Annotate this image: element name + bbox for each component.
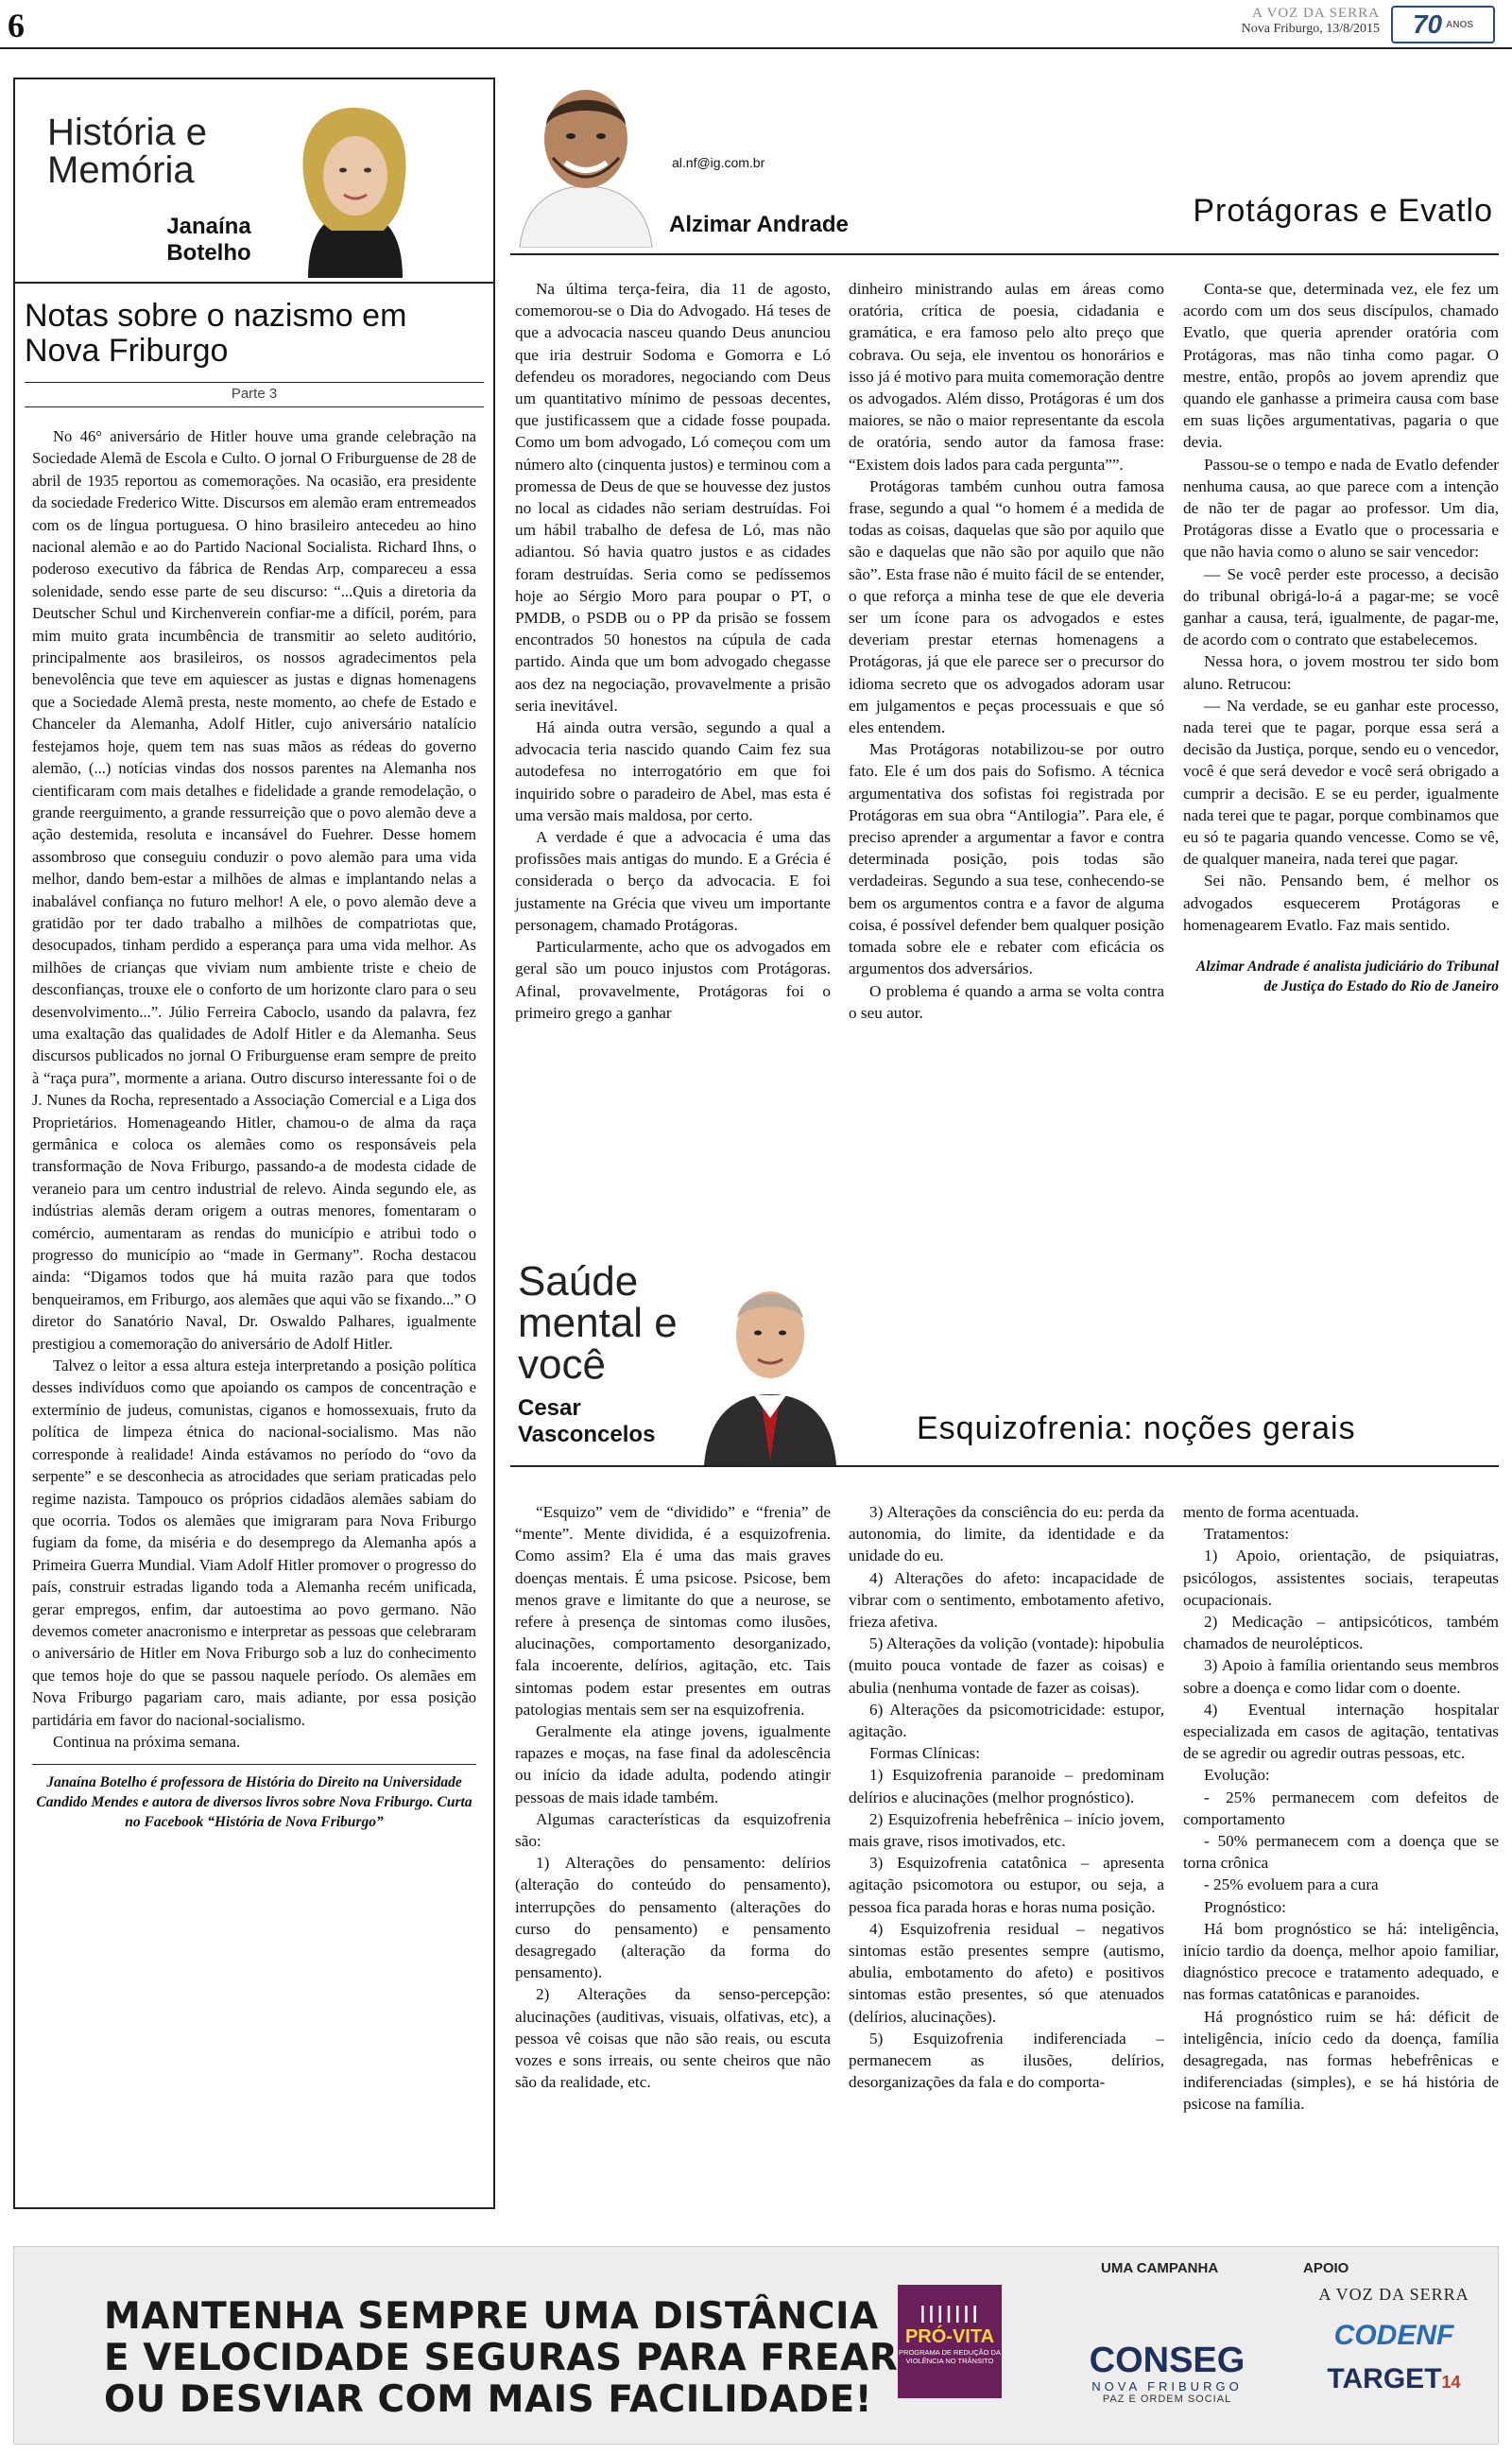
page-number: 6	[8, 7, 25, 44]
paragraph: 3) Alterações da consciência do eu: perda da autonomia, do limite, da identidade e da unidade do eu.	[849, 1503, 1164, 1565]
paragraph: Há prognóstico ruim se há: déficit de inteligência, início cedo da doença, família desagregada, nas formas hebefrênicas e indiferenciadas (simples), e se há história de psicose na família.	[1183, 2007, 1499, 2114]
paragraph: Conta-se que, determinada vez, ele fez um acordo com um dos seus discípulos, chamado Evatlo, que queria aprender oratória com Protágoras, mas não tinha como pagar. O mestre, então, propôs ao jovem aprendiz que quando ele ganhasse a primeira causa com base em suas lições argumentativas, pagaria o que devia.	[1183, 280, 1499, 452]
paragraph: Nessa hora, o jovem mostrou ter sido bom aluno. Retrucou:	[1183, 652, 1499, 693]
paragraph: Na última terça-feira, dia 11 de agosto, comemorou-se o Dia do Advogado. Há teses de que a advocacia nasceu quando Deus anunciou que iria destruir Sodoma e Gomorra e Ló defendeu os moradores, negociando com Deus um quantitativo mínimo de pessoas decentes, que justificassem que a cidade fosse poupada. Como um bom advogado, Ló começou com um número alto (cinquenta justos) e terminou com a promessa de Deus de que se houvesse dez justos no local as cidades não seriam destruídas. Foi um hábil trabalho de defesa de Ló, mas não adiantou. Só havia quatro justos e as cidades foram destruídas. Seria como se pedíssemos hoje ao Sérgio Moro para poupar o PT, o PMDB, o PSDB ou o PP da prisão se fossem encontrados 50 honestos na cúpula de cada partido. Ainda que um bom advogado chegasse aos dez na negociação, provavelmente a prisão seria inevitável.	[515, 280, 831, 715]
article-column-1	[515, 278, 831, 1024]
support-label: APOIO	[1303, 2260, 1349, 2276]
provita-logo	[898, 2285, 1002, 2398]
paragraph: 1) Apoio, orientação, de psiquiatras, psicólogos, assistentes sociais, terapeutas ocupacionais.	[1183, 1547, 1499, 1609]
divider	[25, 406, 484, 407]
banner-message	[104, 2296, 898, 2421]
sponsor-target	[1290, 2363, 1498, 2395]
divider	[510, 253, 1499, 255]
section-title: Saúde mental e você	[518, 1258, 678, 1388]
paragraph: 4) Esquizofrenia residual – negativos sintomas estão presentes sempre (autismo, abulia, embotamento do afeto) e positivos sintomas estão presentes, só que atenuados (delírios, alucinações).	[849, 1919, 1164, 2026]
conseg-motto: PAZ E ORDEM SOCIAL	[1102, 2394, 1232, 2405]
paragraph: Prognóstico:	[1204, 1897, 1286, 1916]
banner-line: OU DESVIAR COM MAIS FACILIDADE!	[104, 2378, 873, 2421]
paragraph: Passou-se o tempo e nada de Evatlo defender nenhuma causa, ao que parece com a intenção de não ter de pagar ao professor. Um dia, Protágoras disse a Evatlo que o processaria e que não havia como o aluno se sair vencedor:	[1183, 455, 1499, 562]
headline: Protágoras e Evatlo	[1193, 193, 1493, 229]
historia-box	[13, 78, 495, 2209]
paragraph: Protágoras também cunhou outra famosa frase, segundo a qual “o homem é a medida de todas as coisas, daquelas que são por aquilo que são e daquelas que não são por aquilo que não são”. Esta frase não é muito fácil de se entender, o que reforça a minha tese de que ele deveria ser um ícone para os advogados e estes deveriam prestar eternas homenagens a Protágoras, já que ele parece ser o precursor do idioma secreto que os advogados adoram usar em julgamentos e peças processuais e que só eles entendem.	[849, 476, 1164, 737]
sponsor-target-name: TARGET	[1327, 2363, 1442, 2394]
paragraph: 1) Alterações do pensamento: delírios (alteração do conteúdo do pensamento), interrupções do pensamento (alterações do curso do pensamento) e pensamento desagregado (alteração da forma do pensamento).	[515, 1854, 831, 1982]
paragraph: Há ainda outra versão, segundo a qual a advocacia teria nascido quando Caim fez sua autodefesa no interrogatório em que foi inquirido sobre o paradeiro de Abel, mas esta é uma versão mais maldosa, por certo.	[515, 718, 831, 824]
provita-subtitle: PROGRAMA DE REDUÇÃO DA VIOLÊNCIA NO TRÂNSITO	[899, 2348, 1001, 2365]
divider	[25, 382, 484, 383]
paragraph: 2) Alterações da senso-percepção: alucinações (auditivas, visuais, olfativas, etc), a pessoa vê coisas que não são reais, ou escuta vozes e sons irreais, ou sente cheiros que não são da realidade, etc.	[515, 1985, 831, 2092]
banner-line: E VELOCIDADE SEGURAS PARA FREAR	[104, 2337, 899, 2379]
article-column-1	[515, 1501, 831, 2093]
paragraph: 1) Esquizofrenia paranoide – predominam delírios e alucinações (melhor prognóstico).	[849, 1766, 1164, 1806]
paragraph: 2) Esquizofrenia hebefrênica – início jovem, mais grave, risos imotivados, etc.	[849, 1809, 1164, 1851]
conseg-name: CONSEG	[1089, 2341, 1246, 2380]
page-header	[0, 0, 1512, 49]
paragraph: dinheiro ministrando aulas em áreas como oratória, crítica de poesia, cidadania e gramática, e era famoso pelo alto preço que cobrava. Ou seja, ele inventou os honorários e isso já é motivo para muita comemoração dentre os advogados. Além disso, Protágoras é um dos maiores, se não o maior representante da escola de oratória, sendo autor da famosa frase: “Existem dois lados para cada pergunta””.	[849, 280, 1164, 474]
author-photo	[690, 1257, 850, 1465]
author-bio: Janaína Botelho é professora de História do Direito na Universidade Candido Mendes e autora de diversos livros sobre Nova Friburgo. Curta no Facebook “História de Nova Friburgo”	[36, 1774, 472, 1831]
paragraph: “Esquizo” vem de “dividido” e “frenia” de “mente”. Mente dividida, é a esquizofrenia. Como assim? Ela é uma das mais graves doenças mentais. É uma psicose. Psicose, bem menos grave e limitante do que a neurose, se refere à presença de sintomas como ilusões, alucinações, comportamento desorganizado, fala incoerente, delírios, agitação, etc. Tais sintomas podem estar presentes em outras patologias mentais sem ser na esquizofrenia.	[515, 1503, 831, 1719]
anniversary-logo	[1391, 6, 1495, 43]
author-photo	[510, 68, 662, 248]
paragraph: 4) Alterações do afeto: incapacidade de vibrar com o sentimento, embotamento afetivo, frieza afetiva.	[849, 1568, 1164, 1632]
provita-bars: IIIIIII	[919, 2300, 981, 2328]
paragraph: Algumas características da esquizofrenia são:	[515, 1809, 831, 1851]
ad-banner[interactable]	[13, 2246, 1499, 2445]
paragraph: — Se você perder este processo, a decisão do tribunal obrigá-lo-á a pagar-me; se você ganhar a causa, terá, igualmente, de pagar-me, de acordo com o contrato que estabelecemos.	[1183, 564, 1499, 649]
paragraph: - 25% permanecem com defeitos de comportamento	[1183, 1788, 1499, 1828]
provita-name: PRÓ-VITA	[904, 2326, 995, 2347]
author-email[interactable]: al.nf@ig.com.br	[672, 155, 765, 170]
paragraph: - 50% permanecem com a doença que se torna crônica	[1183, 1832, 1499, 1873]
article-column-3	[1183, 1501, 1499, 2116]
paragraph: 5) Esquizofrenia indiferenciada – permanecem as ilusões, delírios, desorganizações da fala e do comporta-	[849, 2029, 1164, 2092]
headline: Notas sobre o nazismo em Nova Friburgo	[25, 298, 407, 369]
author-name: Cesar Vasconcelos	[518, 1395, 656, 1447]
sponsor-codenf: CODENF	[1333, 2320, 1454, 2351]
paragraph: Geralmente ela atinge jovens, igualmente rapazes e moças, na fase final da adolescência ou início da idade adulta, podendo atingir pessoas de mais idade também.	[515, 1722, 831, 1806]
banner-line: MANTENHA SEMPRE UMA DISTÂNCIA	[104, 2295, 879, 2338]
paragraph: mento de forma acentuada.	[1183, 1503, 1360, 1521]
paragraph: Tratamentos:	[1204, 1525, 1290, 1544]
campaign-label: UMA CAMPANHA	[1101, 2260, 1219, 2276]
author-name: Janaína Botelho	[166, 214, 251, 266]
paragraph: 3) Apoio à família orientando seus membros sobre a doença e como lidar com o doente.	[1183, 1656, 1499, 1697]
author-photo	[270, 89, 440, 278]
paragraph: Talvez o leitor a essa altura esteja interpretando a posição política desses indivíduos como que apoiando os campos de concentração e extermínio de judeus, comunistas, ciganos e homossexuais, fruto da política de limpeza étnica do nacional-socialismo. Mas não corresponde à realidade! Ainda estávamos no período do “ovo da serpente” e se desconhecia as atrocidades que seriam praticadas pelo regime nazista. Tampouco os próprios cidadãos alemães sabiam do que ocorria. Todos os alemães que imigraram para Nova Friburgo fugiam da fome, da miséria e do desemprego da Alemanha após a Primeira Guerra Mundial. Viam Adolf Hitler promover o progresso do país, construir estradas ligando toda a Alemanha recém unificada, gerar empregos, enfim, dar autoestima ao povo germano. Não devemos cometer anacronismo e interpretar as pessoas que celebraram o aniversário de Hitler em Nova Friburgo sob a luz do conhecimento que temos hoje do que se passou naquele período. Os alemães em Nova Friburgo pagariam caro, mais adiante, por essa posição partidária em favor do nacional-socialismo.	[32, 1357, 476, 1729]
paragraph: A verdade é que a advocacia é uma das profissões mais antigas do mundo. E a Grécia é considerada o berço da advocacia. E foi justamente na Grécia que viveu um importante personagem, chamado Protágoras.	[515, 828, 831, 934]
anniversary-number: 70	[1412, 9, 1443, 39]
newspaper-name: A VOZ DA SERRA	[1252, 6, 1380, 21]
paragraph: Há bom prognóstico se há: inteligência, início tardio da doença, melhor apoio familiar, diagnóstico precoce e tratamento adequado, e nas formas catatônicas e paranoides.	[1183, 1919, 1499, 2004]
paragraph: Particularmente, acho que os advogados em geral são um pouco injustos com Protágoras. Afinal, provavelmente, Protágoras foi o primeiro grego a ganhar	[515, 938, 831, 1022]
paragraph: O problema é quando a arma se volta contra o seu autor.	[849, 981, 1164, 1022]
author-name: Alzimar Andrade	[669, 212, 849, 237]
conseg-logo	[1054, 2342, 1280, 2405]
paragraph: Formas Clínicas:	[869, 1744, 980, 1763]
article-body	[32, 425, 476, 1832]
paragraph: No 46° aniversário de Hitler houve uma grande celebração na Sociedade Alemã de Escola e Culto. O jornal O Friburguense de 28 de abril de 1935 reportou as comemorações. Na ocasião, era presidente da sociedade Frederico Witte. Discursos em alemão eram entremeados com os de língua portuguesa. O hino brasileiro antecedeu ao hino nacional alemão e ao do Partido Nacional Socialista. Richard Ihns, o poderoso executivo da fábrica de Rendas Arp, compareceu a essa solenidade, sendo esse parte de seu discurso: “...Quis a diretoria da Deutscher Schul und Kirchenverein confiar-me a difícil, porém, para mim muito grata incumbência de transmitir ao seleto auditório, principalmente aos brasileiros, os nossos agradecimentos pela benevolência que teve em aquiescer as justas e dignas homenagens que a Sociedade Alemã presta, neste momento, ao chefe de Estado e Chanceler da Alemanha, Adolf Hitler, cujo aniversário natalício festejamos hoje, quem tem nas suas mãos as rédeas do governo alemão, (...) notícias vindas dos nossos parentes na Alemanha nos cientificaram com mais detalhes e fidelidade a grande remodelação, o grande reerguimento, a grande ressurreição que o povo alemão deve a ação destemida, resoluta e incansável do Fuehrer. Desse homem assombroso que conseguiu conduzir o povo alemão para uma vida melhor, dando bem-estar a milhões de almas e implantando nelas a inabalável confiança no futuro melhor! A ele, o povo alemão deve a gratidão por ter dado trabalho a milhões de compatriotas que, desocupados, tinham perdido a esperança para uma vida melhor. As milhões de crianças que viviam num ambiente triste e cheio de desconfianças, trouxe ele o conforto de um horizonte claro para o seu desenvolvimento...”. Júlio Ferreira Caboclo, usando da palavra, fez uma exaltação das qualidades de Adolf Hitler e da Alemanha. Seus discursos publicados no jornal O Friburguense eram sempre de preito à “raça pura”, mormente a ariana. Outro discurso interessante foi o de J. Nunes da Rocha, representado a Associação Comercial e a Liga dos Proprietários. Homenageando Hitler, chamou-o de alma da raça germânica e coloca os alemães como os responsáveis pela transformação de Nova Friburgo, passando-a de modesta cidade de veraneio para um centro industrial de relevo. Ainda segundo ele, as indústrias alemãs deram origem a outras menores, fomentaram o comércio, aumentaram as rendas do município e atribui todo o progresso do município ao “made in Germany”. Rocha destacou ainda: “Digamos todos que há muita razão para que todos benqueiramos, em Friburgo, aos alemães que aqui vão se fixando...” O diretor do Sanatório Naval, Dr. Oswaldo Palhares, igualmente prestigiou a comemoração do aniversário de Adolf Hitler.	[32, 427, 476, 1353]
article-column-3	[1183, 278, 1499, 996]
paragraph: Mas Protágoras notabilizou-se por outro fato. Ele é um dos pais do Sofismo. A técnica argumentativa dos sofistas foi registrada por Protágoras em sua obra “Antilogia”. Para ele, é preciso aprender a argumentar a favor e contra determinada posição, pois todas são verdadeiras. Segundo a sua tese, conhecendo-se bem os argumentos contra e a favor de alguma coisa, é possível defender bem qualquer posição tomada sobre ele e rebater com eficácia os argumentos dos adversários.	[849, 740, 1164, 978]
article-column-2	[849, 1501, 1164, 2093]
conseg-city: NOVA FRIBURGO	[1091, 2379, 1243, 2394]
paragraph: - 25% evoluem para a cura	[1204, 1875, 1379, 1894]
sponsor-voz-da-serra: A VOZ DA SERRA	[1318, 2285, 1469, 2304]
paragraph: Sei não. Pensando bem, é melhor os advogados esquecerem Protágoras e homenagearem Evatlo. Faz mais sentido.	[1183, 872, 1499, 934]
sponsors	[1290, 2285, 1498, 2395]
dateline: Nova Friburgo, 13/8/2015	[1241, 22, 1380, 36]
masthead	[1242, 6, 1380, 37]
divider	[32, 1764, 476, 1765]
divider	[510, 1465, 1499, 1467]
paragraph: 6) Alterações da psicomotricidade: estupor, agitação.	[849, 1700, 1164, 1741]
sponsor-target-number: 14	[1441, 2373, 1461, 2392]
divider	[15, 282, 493, 284]
paragraph: Evolução:	[1204, 1766, 1270, 1785]
paragraph: 5) Alterações da volição (vontade): hipobulia (muito pouca vontade de fazer as coisas) e abulia (nenhuma vontade de fazer as coisas).	[849, 1634, 1164, 1697]
headline: Esquizofrenia: noções gerais	[917, 1410, 1356, 1446]
paragraph: 3) Esquizofrenia catatônica – apresenta agitação psicomotora ou estupor, ou seja, a pessoa fica parada horas e horas numa posição.	[849, 1854, 1164, 1916]
paragraph: 2) Medicação – antipsicóticos, também chamados de neurolépticos.	[1183, 1613, 1499, 1653]
paragraph: Continua na próxima semana.	[53, 1732, 241, 1751]
article-column-2	[849, 278, 1164, 1024]
paragraph: — Na verdade, se eu ganhar este processo, nada terei que te pagar, porque essa será a decisão da Justiça, porque, sendo eu o vencedor, você é que será devedor e você será obrigado a cumprir a decisão. E se eu perder, igualmente nada terei que te pagar, porque combinamos que eu só te pagaria quando vencesse. Como se vê, de qualquer maneira, nada terei que pagar.	[1183, 696, 1499, 869]
anniversary-label: ANOS	[1446, 19, 1474, 30]
paragraph: 4) Eventual internação hospitalar especializada em casos de agitação, tentativas de se agredir ou agredir outras pessoas, etc.	[1183, 1700, 1499, 1763]
author-bio: Alzimar Andrade é analista judiciário do Tribunal de Justiça do Estado do Rio de Janeiro	[1195, 959, 1499, 995]
section-title: História e Memória	[47, 112, 207, 191]
part-label: Parte 3	[231, 386, 278, 402]
